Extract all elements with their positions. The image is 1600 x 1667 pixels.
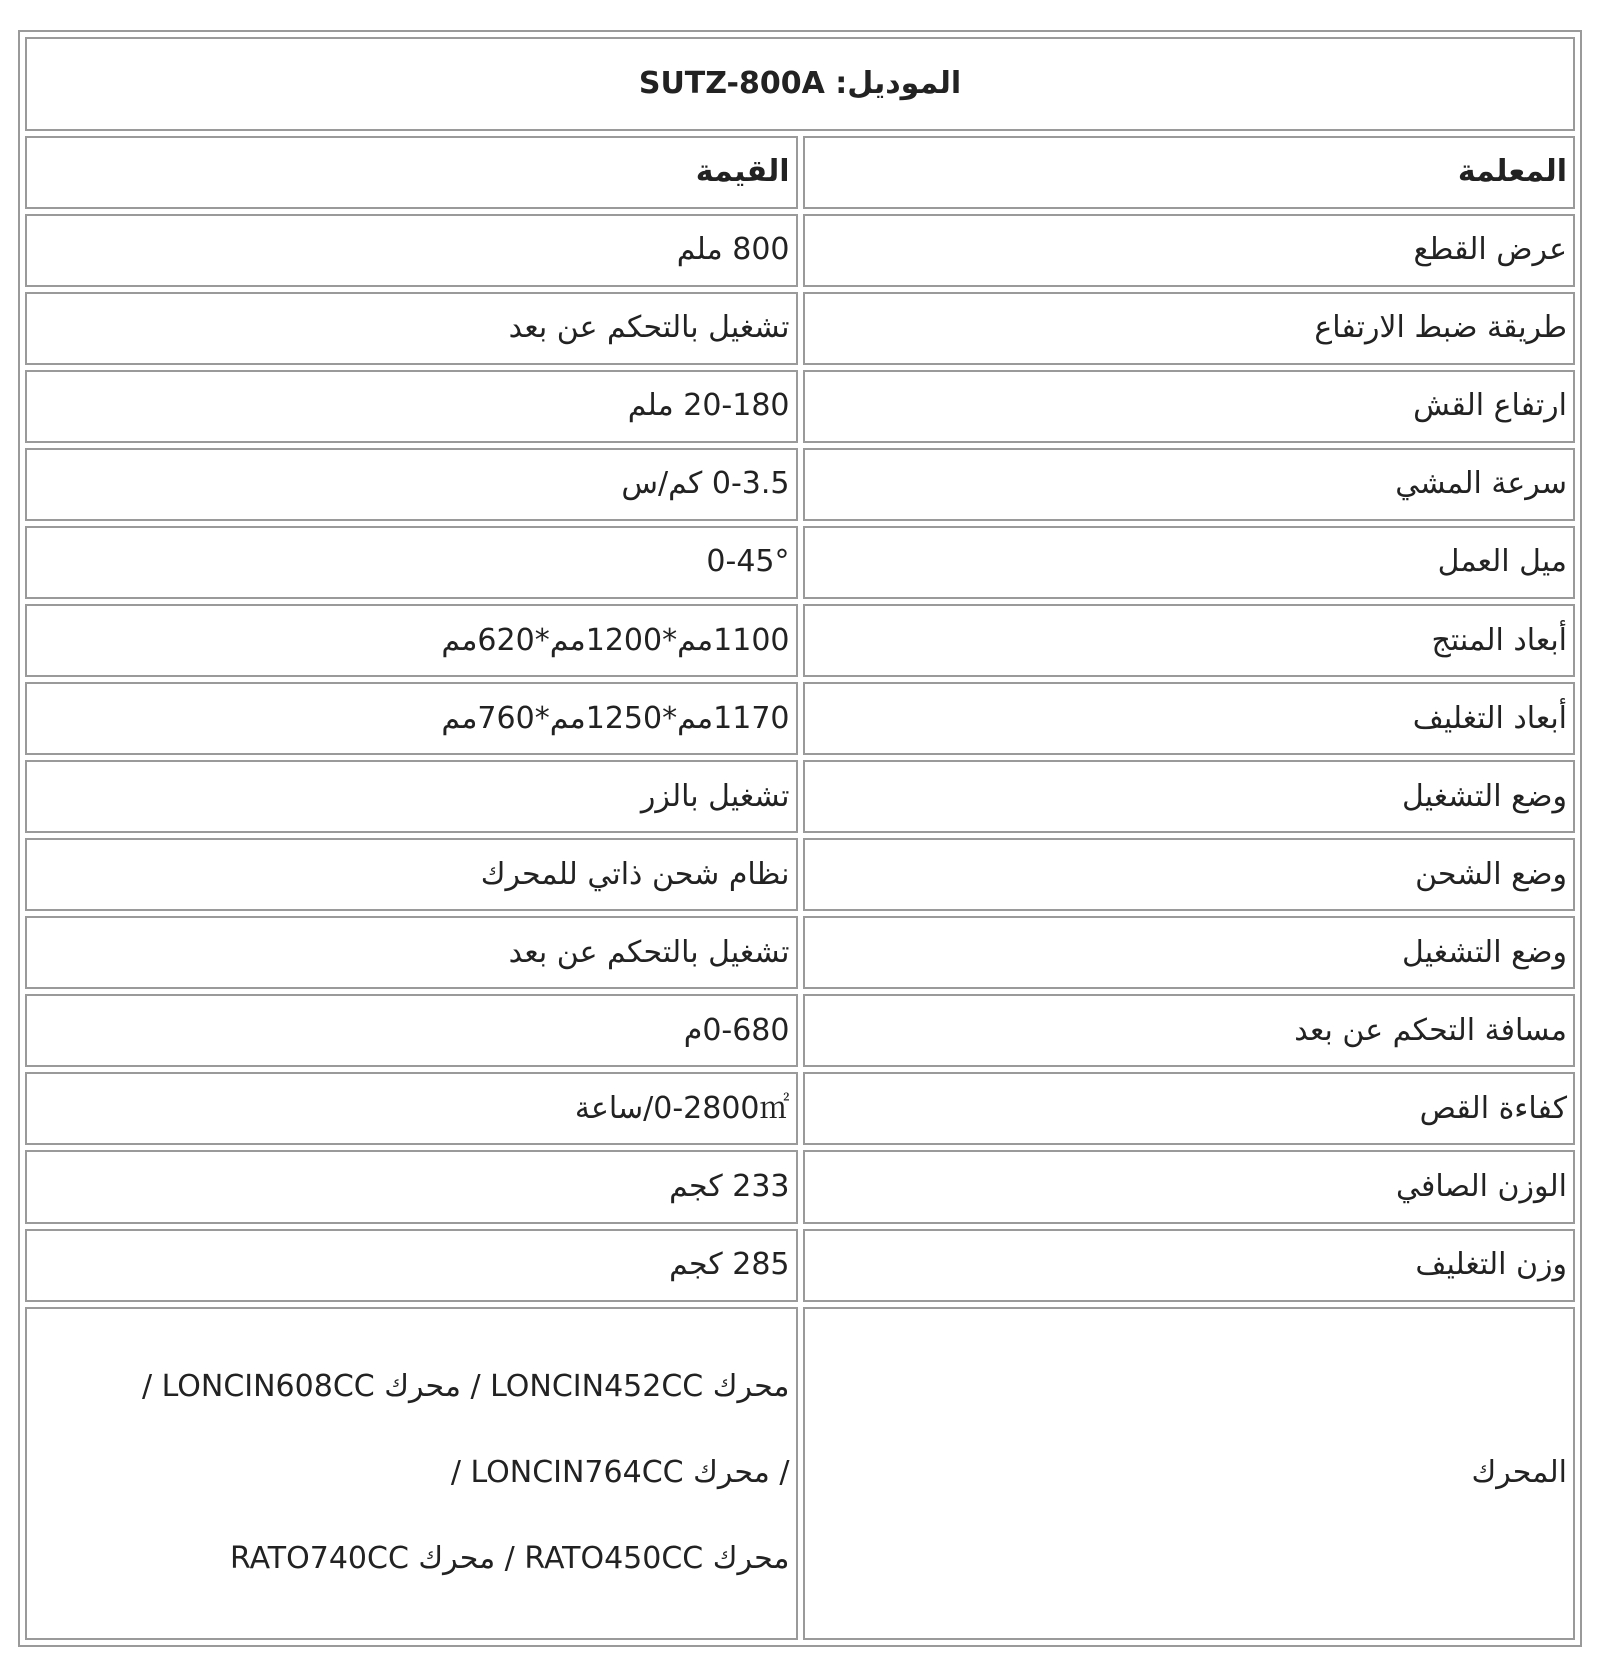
engine-parameter-cell: المحرك	[803, 1307, 1576, 1640]
table-row	[25, 1150, 1575, 1223]
value-cell: 285 كجم	[25, 1229, 798, 1302]
value-cell: 1100مم*1200مم*620مم	[25, 604, 798, 677]
value-cell: 800 ملم	[25, 214, 798, 287]
parameter-cell: طريقة ضبط الارتفاع	[803, 292, 1576, 365]
value-cell: 233 كجم	[25, 1150, 798, 1223]
engine-line: / محرك LONCIN764CC /	[450, 1455, 790, 1491]
value-cell: 1170مم*1250مم*760مم	[25, 682, 798, 755]
parameter-cell: أبعاد المنتج	[803, 604, 1576, 677]
table-row	[25, 760, 1575, 833]
engine-value-cell	[25, 1307, 798, 1640]
table-row	[25, 604, 1575, 677]
table-row	[25, 1229, 1575, 1302]
parameter-cell: ارتفاع القش	[803, 370, 1576, 443]
parameter-cell: وضع التشغيل	[803, 916, 1576, 989]
value-cell: تشغيل بالزر	[25, 760, 798, 833]
value-cell: تشغيل بالتحكم عن بعد	[25, 292, 798, 365]
header-row	[25, 136, 1575, 209]
parameter-cell: عرض القطع	[803, 214, 1576, 287]
table-row	[25, 994, 1575, 1067]
parameter-cell: الوزن الصافي	[803, 1150, 1576, 1223]
table-row	[25, 682, 1575, 755]
table-row	[25, 916, 1575, 989]
parameter-cell: سرعة المشي	[803, 448, 1576, 521]
engine-line: محرك RATO450CC / محرك RATO740CC	[229, 1541, 790, 1577]
table-row	[25, 838, 1575, 911]
value-cell: نظام شحن ذاتي للمحرك	[25, 838, 798, 911]
engine-line: محرك LONCIN452CC / محرك LONCIN608CC /	[141, 1369, 790, 1405]
table-row	[25, 1072, 1575, 1145]
value-cell: 0-680م	[25, 994, 798, 1067]
parameter-cell: كفاءة القص	[803, 1072, 1576, 1145]
parameter-cell: أبعاد التغليف	[803, 682, 1576, 755]
parameter-cell: مسافة التحكم عن بعد	[803, 994, 1576, 1067]
value-cell: تشغيل بالتحكم عن بعد	[25, 916, 798, 989]
table-row	[25, 526, 1575, 599]
table-row	[25, 214, 1575, 287]
title-row	[25, 37, 1575, 131]
table-row	[25, 370, 1575, 443]
table-row	[25, 292, 1575, 365]
value-cell: 20-180 ملم	[25, 370, 798, 443]
spec-table	[20, 32, 1580, 1645]
parameter-cell: وضع التشغيل	[803, 760, 1576, 833]
model-title: الموديل: SUTZ-800A	[25, 37, 1575, 131]
parameter-cell: وضع الشحن	[803, 838, 1576, 911]
value-cell: 0-45°	[25, 526, 798, 599]
parameter-cell: ميل العمل	[803, 526, 1576, 599]
value-cell: 0-2800㎡/ساعة	[25, 1072, 798, 1145]
table-row	[25, 448, 1575, 521]
value-header: القيمة	[25, 136, 798, 209]
parameter-header: المعلمة	[803, 136, 1576, 209]
table-row-engine	[25, 1307, 1575, 1640]
parameter-cell: وزن التغليف	[803, 1229, 1576, 1302]
value-cell: 0-3.5 كم/س	[25, 448, 798, 521]
